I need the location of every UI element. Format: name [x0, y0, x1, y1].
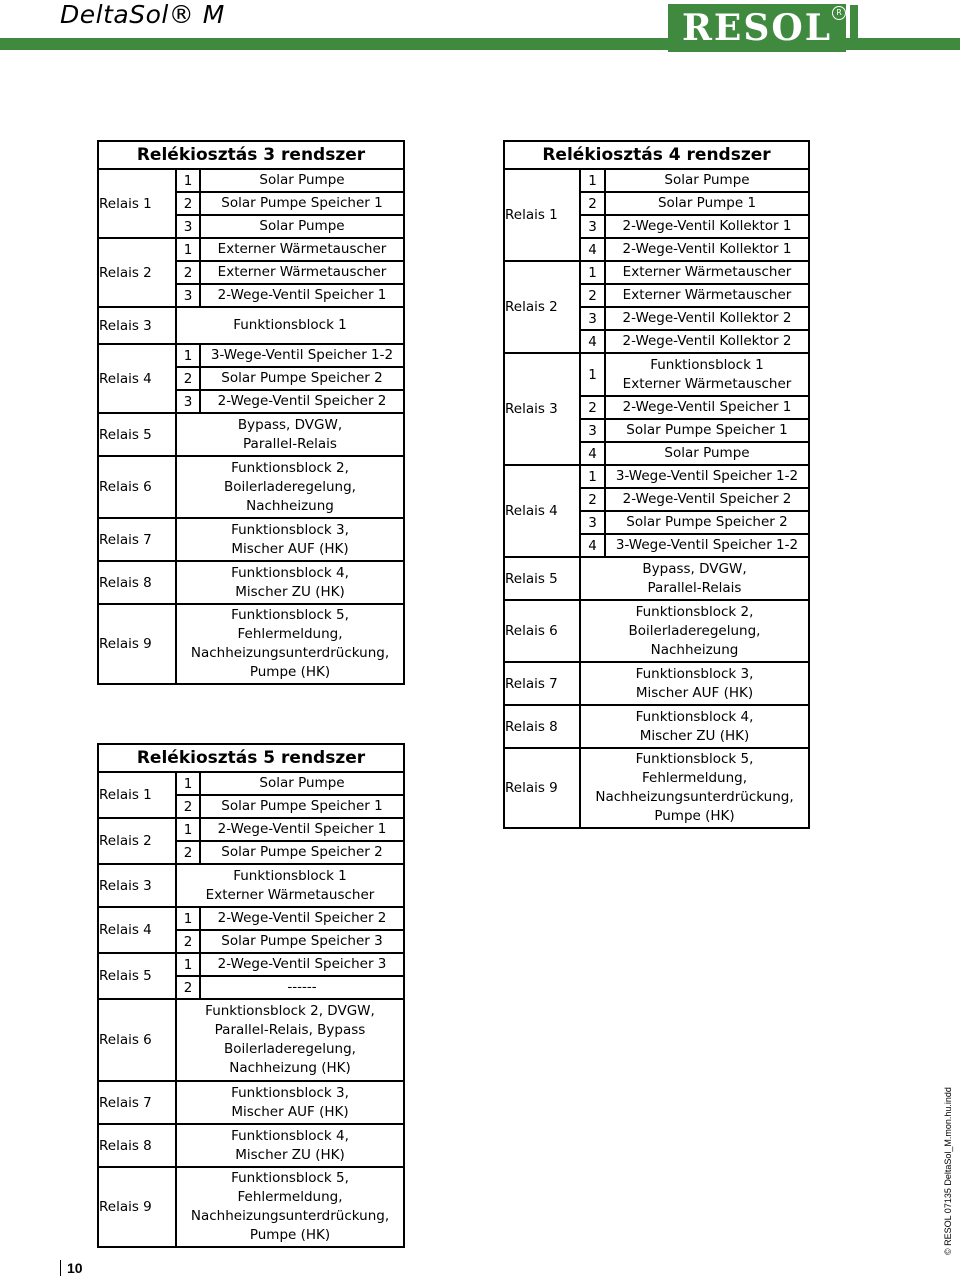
function-cell: 2-Wege-Ventil Kollektor 2: [605, 330, 809, 353]
function-cell: Solar Pumpe Speicher 1: [605, 419, 809, 442]
page-number: 10: [60, 1260, 83, 1276]
function-cell: Solar Pumpe: [200, 215, 404, 238]
function-cell: Funktionsblock 5, Fehlermeldung, Nachheizungsunterdrückung, Pumpe (HK): [580, 748, 809, 828]
option-number: 2: [176, 367, 200, 390]
function-cell: 2-Wege-Ventil Speicher 2: [605, 488, 809, 511]
relay-label: Relais 1: [98, 169, 176, 238]
option-number: 2: [580, 284, 605, 307]
function-cell: 2-Wege-Ventil Speicher 2: [200, 907, 404, 930]
function-cell: 2-Wege-Ventil Speicher 1: [200, 284, 404, 307]
table-title: Relékiosztás 3 rendszer: [98, 141, 404, 169]
relay-label: Relais 8: [504, 705, 580, 748]
function-cell: Funktionsblock 3, Mischer AUF (HK): [176, 1081, 404, 1124]
relay-label: Relais 4: [504, 465, 580, 557]
option-number: 2: [580, 396, 605, 419]
relay-label: Relais 9: [98, 1167, 176, 1247]
table-title: Relékiosztás 5 rendszer: [98, 744, 404, 772]
file-info-text: © RESOL 07135 DeltaSol_M.mon.hu.indd: [943, 1087, 953, 1255]
option-number: 1: [580, 353, 605, 396]
relay-label: Relais 6: [98, 456, 176, 518]
relay-label: Relais 5: [98, 413, 176, 456]
option-number: 2: [176, 192, 200, 215]
function-cell: Funktionsblock 5, Fehlermeldung, Nachheizungsunterdrückung, Pumpe (HK): [176, 604, 404, 684]
function-cell: Externer Wärmetauscher: [605, 261, 809, 284]
option-number: 1: [580, 261, 605, 284]
option-number: 3: [176, 284, 200, 307]
relay-label: Relais 9: [98, 604, 176, 684]
function-cell: 3-Wege-Ventil Speicher 1-2: [200, 344, 404, 367]
logo-edge-decoration: [850, 5, 858, 50]
function-cell: Solar Pumpe: [605, 442, 809, 465]
function-cell: Externer Wärmetauscher: [605, 284, 809, 307]
relay-label: Relais 4: [98, 344, 176, 413]
function-cell: Funktionsblock 2, DVGW, Parallel-Relais, Bypass Boilerladeregelung, Nachheizung (HK): [176, 999, 404, 1081]
function-cell: Solar Pumpe: [200, 772, 404, 795]
function-cell: Solar Pumpe Speicher 1: [200, 192, 404, 215]
relay-label: Relais 7: [98, 518, 176, 561]
function-cell: 2-Wege-Ventil Speicher 3: [200, 953, 404, 976]
function-cell: 3-Wege-Ventil Speicher 1-2: [605, 534, 809, 557]
option-number: 1: [580, 465, 605, 488]
option-number: 1: [176, 238, 200, 261]
function-cell: Solar Pumpe: [200, 169, 404, 192]
option-number: 1: [176, 953, 200, 976]
function-cell: Funktionsblock 5, Fehlermeldung, Nachheizungsunterdrückung, Pumpe (HK): [176, 1167, 404, 1247]
function-cell: Solar Pumpe Speicher 1: [200, 795, 404, 818]
relay-label: Relais 9: [504, 748, 580, 828]
option-number: 2: [580, 488, 605, 511]
function-cell: 2-Wege-Ventil Speicher 2: [200, 390, 404, 413]
function-cell: Externer Wärmetauscher: [200, 238, 404, 261]
function-cell: 2-Wege-Ventil Speicher 1: [605, 396, 809, 419]
option-number: 3: [580, 307, 605, 330]
relay-label: Relais 3: [98, 307, 176, 344]
relay-label: Relais 3: [98, 864, 176, 907]
option-number: 1: [580, 169, 605, 192]
option-number: 2: [176, 261, 200, 284]
option-number: 4: [580, 442, 605, 465]
function-cell: Funktionsblock 1: [176, 307, 404, 344]
function-cell: Funktionsblock 4, Mischer ZU (HK): [580, 705, 809, 748]
relay-label: Relais 5: [504, 557, 580, 600]
option-number: 1: [176, 169, 200, 192]
function-cell: Solar Pumpe Speicher 3: [200, 930, 404, 953]
function-cell: Funktionsblock 4, Mischer ZU (HK): [176, 1124, 404, 1167]
option-number: 4: [580, 238, 605, 261]
function-cell: Funktionsblock 4, Mischer ZU (HK): [176, 561, 404, 604]
option-number: 3: [580, 511, 605, 534]
relay-label: Relais 2: [98, 238, 176, 307]
option-number: 1: [176, 818, 200, 841]
function-cell: Externer Wärmetauscher: [200, 261, 404, 284]
relay-label: Relais 1: [98, 772, 176, 818]
document-title: DeltaSol® M: [60, 0, 225, 29]
function-cell: Funktionsblock 3, Mischer AUF (HK): [176, 518, 404, 561]
relay-table-system-4: [503, 140, 810, 829]
function-cell: ------: [200, 976, 404, 999]
function-cell: Funktionsblock 3, Mischer AUF (HK): [580, 662, 809, 705]
option-number: 1: [176, 772, 200, 795]
relay-label: Relais 8: [98, 1124, 176, 1167]
option-number: 3: [176, 215, 200, 238]
function-cell: 2-Wege-Ventil Kollektor 1: [605, 215, 809, 238]
option-number: 2: [176, 795, 200, 818]
registered-mark-icon: R: [832, 6, 846, 20]
relay-label: Relais 6: [504, 600, 580, 662]
relay-table-system-5: [97, 743, 405, 1248]
relay-label: Relais 3: [504, 353, 580, 465]
function-cell: 2-Wege-Ventil Kollektor 1: [605, 238, 809, 261]
option-number: 1: [176, 344, 200, 367]
function-cell: Funktionsblock 1 Externer Wärmetauscher: [605, 353, 809, 396]
option-number: 2: [176, 930, 200, 953]
function-cell: Funktionsblock 2, Boilerladeregelung, Nachheizung: [176, 456, 404, 518]
relay-label: Relais 4: [98, 907, 176, 953]
option-number: 3: [176, 390, 200, 413]
function-cell: Bypass, DVGW, Parallel-Relais: [176, 413, 404, 456]
option-number: 4: [580, 534, 605, 557]
option-number: 2: [176, 976, 200, 999]
relay-label: Relais 2: [98, 818, 176, 864]
function-cell: Funktionsblock 2, Boilerladeregelung, Nachheizung: [580, 600, 809, 662]
function-cell: 2-Wege-Ventil Speicher 1: [200, 818, 404, 841]
function-cell: 3-Wege-Ventil Speicher 1-2: [605, 465, 809, 488]
relay-label: Relais 7: [98, 1081, 176, 1124]
relay-label: Relais 6: [98, 999, 176, 1081]
function-cell: Bypass, DVGW, Parallel-Relais: [580, 557, 809, 600]
relay-label: Relais 7: [504, 662, 580, 705]
relay-label: Relais 1: [504, 169, 580, 261]
option-number: 3: [580, 419, 605, 442]
function-cell: 2-Wege-Ventil Kollektor 2: [605, 307, 809, 330]
relay-label: Relais 5: [98, 953, 176, 999]
relay-label: Relais 2: [504, 261, 580, 353]
function-cell: Solar Pumpe: [605, 169, 809, 192]
option-number: 3: [580, 215, 605, 238]
function-cell: Solar Pumpe Speicher 2: [605, 511, 809, 534]
option-number: 1: [176, 907, 200, 930]
option-number: 2: [176, 841, 200, 864]
table-title: Relékiosztás 4 rendszer: [504, 141, 809, 169]
option-number: 2: [580, 192, 605, 215]
function-cell: Funktionsblock 1 Externer Wärmetauscher: [176, 864, 404, 907]
function-cell: Solar Pumpe Speicher 2: [200, 367, 404, 390]
option-number: 4: [580, 330, 605, 353]
function-cell: Solar Pumpe Speicher 2: [200, 841, 404, 864]
relay-table-system-3: [97, 140, 405, 685]
function-cell: Solar Pumpe 1: [605, 192, 809, 215]
relay-label: Relais 8: [98, 561, 176, 604]
resol-logo: RESOL: [668, 4, 846, 52]
